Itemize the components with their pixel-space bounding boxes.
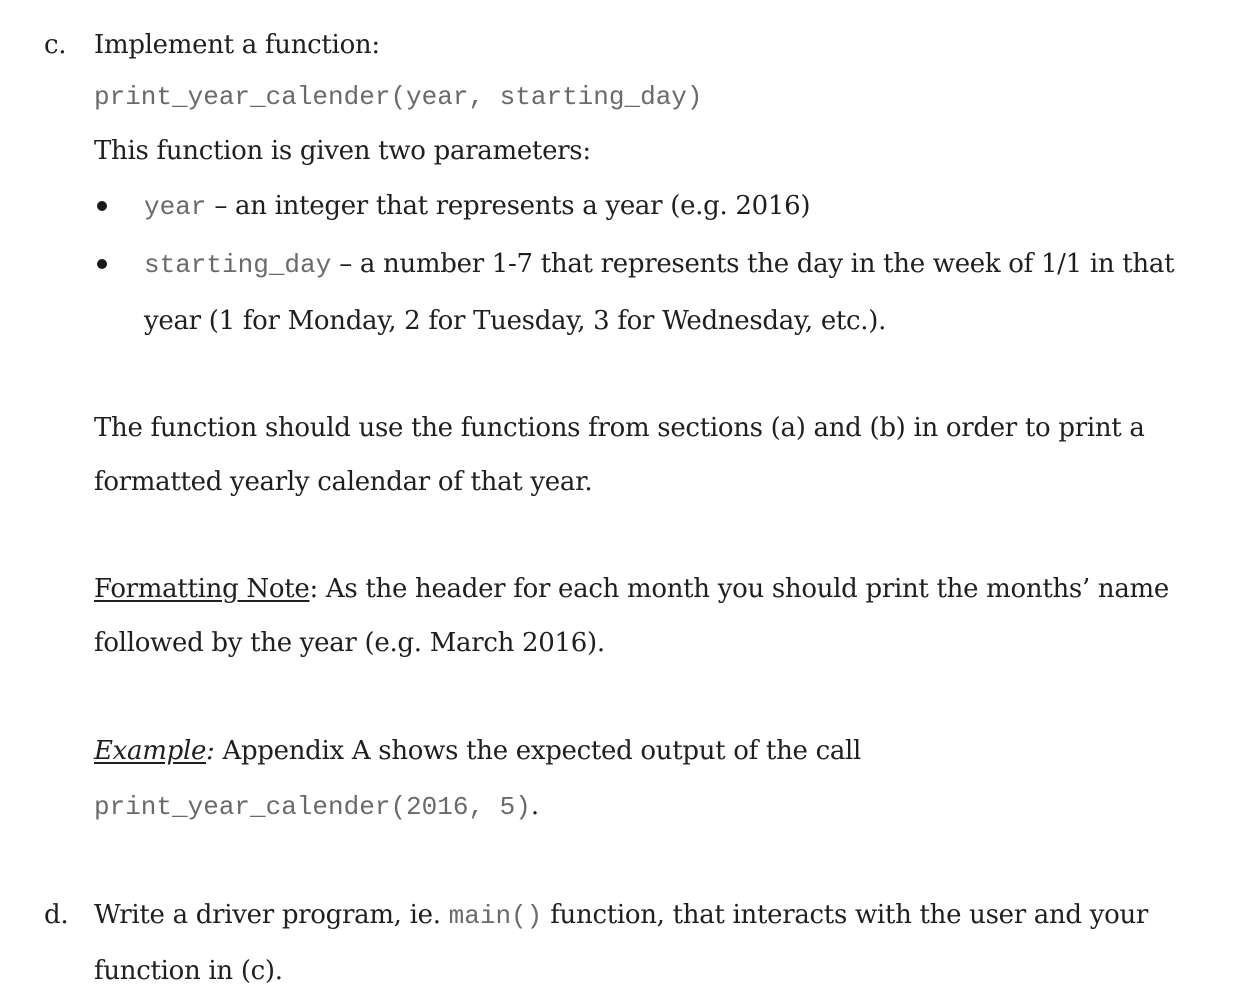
section-c-marker: c. (44, 30, 67, 60)
example-call: print_year_calender(2016, 5) (94, 792, 531, 822)
example-period: . (530, 791, 539, 821)
param-desc: – a number 1-7 that represents the day in the week of 1/1 in that (331, 249, 1175, 279)
example-text: Appendix A shows the expected output of the call (214, 736, 862, 766)
param-starting-day-line (144, 249, 1174, 282)
section-d-line1 (94, 900, 1148, 933)
formatting-note-label: Formatting Note (94, 574, 310, 604)
formatting-note-line1 (94, 574, 1169, 604)
param-year-line (144, 191, 810, 224)
example-label: Example (94, 736, 207, 766)
usage-paragraph-line1: The function should use the functions from sections (a) and (b) in order to print a (94, 413, 1145, 443)
bullet-icon (97, 201, 107, 211)
section-d-text-after: function, that interacts with the user and your (542, 900, 1149, 930)
param-desc-continuation: year (1 for Monday, 2 for Tuesday, 3 for Wednesday, etc.). (144, 306, 887, 336)
example-line1 (94, 736, 861, 766)
formatting-note-text: : As the header for each month you should print the months’ name (309, 574, 1169, 604)
section-c-heading: Implement a function: (94, 30, 380, 60)
formatting-note-line2: followed by the year (e.g. March 2016). (94, 628, 605, 658)
example-colon: : (206, 736, 215, 766)
params-intro: This function is given two parameters: (94, 136, 591, 166)
usage-paragraph-line2: formatted yearly calendar of that year. (94, 467, 593, 497)
param-name: starting_day (144, 250, 332, 280)
main-function-code: main() (448, 901, 543, 931)
section-d-text-before: Write a driver program, ie. (94, 900, 449, 930)
section-d-line2: function in (c). (94, 956, 283, 986)
param-name: year (144, 192, 207, 222)
section-d-marker: d. (44, 900, 69, 930)
function-signature: print_year_calender(year, starting_day) (94, 82, 703, 112)
bullet-icon (97, 259, 107, 269)
param-desc: – an integer that represents a year (e.g. 2016) (206, 191, 811, 221)
example-line2 (94, 791, 539, 824)
